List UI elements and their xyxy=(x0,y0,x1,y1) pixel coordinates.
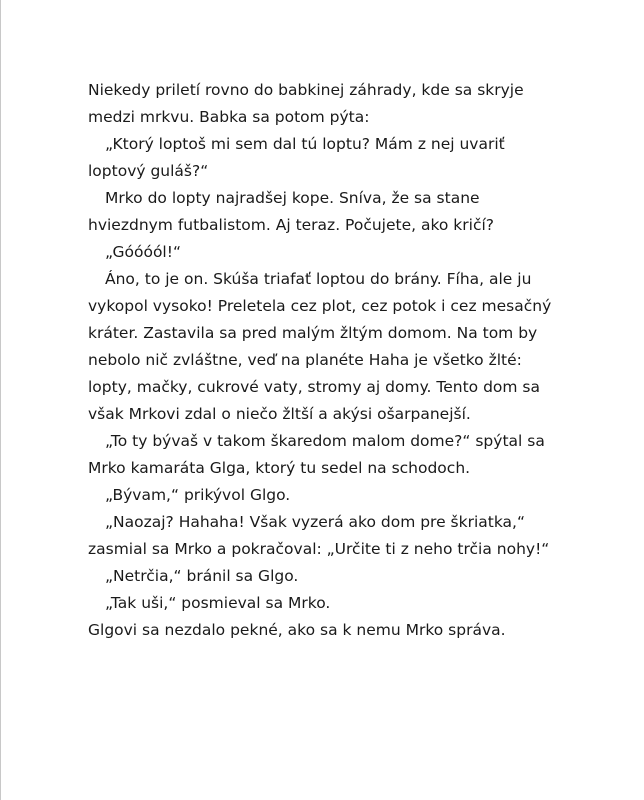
text-line: kráter. Zastavila sa pred malým žltým domom. Na tom by xyxy=(88,324,538,342)
paragraph xyxy=(88,266,558,428)
paragraph xyxy=(88,185,558,239)
paragraph xyxy=(88,77,558,131)
paragraph xyxy=(88,563,558,590)
text-line: „Bývam,“ prikývol Glgo. xyxy=(105,486,291,504)
paragraph xyxy=(88,428,558,482)
paragraph xyxy=(88,482,558,509)
paragraph xyxy=(88,239,558,266)
text-line: však Mrkovi zdal o niečo žltší a akýsi ošarpanejší. xyxy=(88,405,471,423)
story-text xyxy=(88,77,558,644)
text-line: „Naozaj? Hahaha! Však vyzerá ako dom pre škriatka,“ xyxy=(105,513,526,531)
text-line: loptový guláš?“ xyxy=(88,162,209,180)
text-line: „Góóóól!“ xyxy=(105,243,181,261)
text-line: „Netrčia,“ bránil sa Glgo. xyxy=(105,567,299,585)
paragraph xyxy=(88,617,558,644)
text-line: Mrko do lopty najradšej kope. Sníva, že sa stane xyxy=(105,189,480,207)
text-line: zasmial sa Mrko a pokračoval: „Určite ti z neho trčia nohy!“ xyxy=(88,540,550,558)
text-line: „Ktorý loptoš mi sem dal tú loptu? Mám z nej uvariť xyxy=(105,135,505,153)
text-line: Mrko kamaráta Glga, ktorý tu sedel na schodoch. xyxy=(88,459,471,477)
text-line: Glgovi sa nezdalo pekné, ako sa k nemu Mrko správa. xyxy=(88,621,506,639)
text-line: hviezdnym futbalistom. Aj teraz. Počujete, ako kričí? xyxy=(88,216,495,234)
page-edge xyxy=(0,0,1,800)
text-line: Áno, to je on. Skúša triafať loptou do brány. Fíha, ale ju xyxy=(105,270,532,288)
text-line: vykopol vysoko! Preletela cez plot, cez potok i cez mesačný xyxy=(88,297,552,315)
text-line: medzi mrkvu. Babka sa potom pýta: xyxy=(88,108,370,126)
text-line: lopty, mačky, cukrové vaty, stromy aj domy. Tento dom sa xyxy=(88,378,540,396)
paragraph xyxy=(88,509,558,563)
text-line: „Tak uši,“ posmieval sa Mrko. xyxy=(105,594,331,612)
text-line: Niekedy priletí rovno do babkinej záhrady, kde sa skryje xyxy=(88,81,524,99)
paragraph xyxy=(88,131,558,185)
text-line: „To ty bývaš v takom škaredom malom dome?“ spýtal sa xyxy=(105,432,545,450)
paragraph xyxy=(88,590,558,617)
text-line: nebolo nič zvláštne, veď na planéte Haha je všetko žlté: xyxy=(88,351,522,369)
